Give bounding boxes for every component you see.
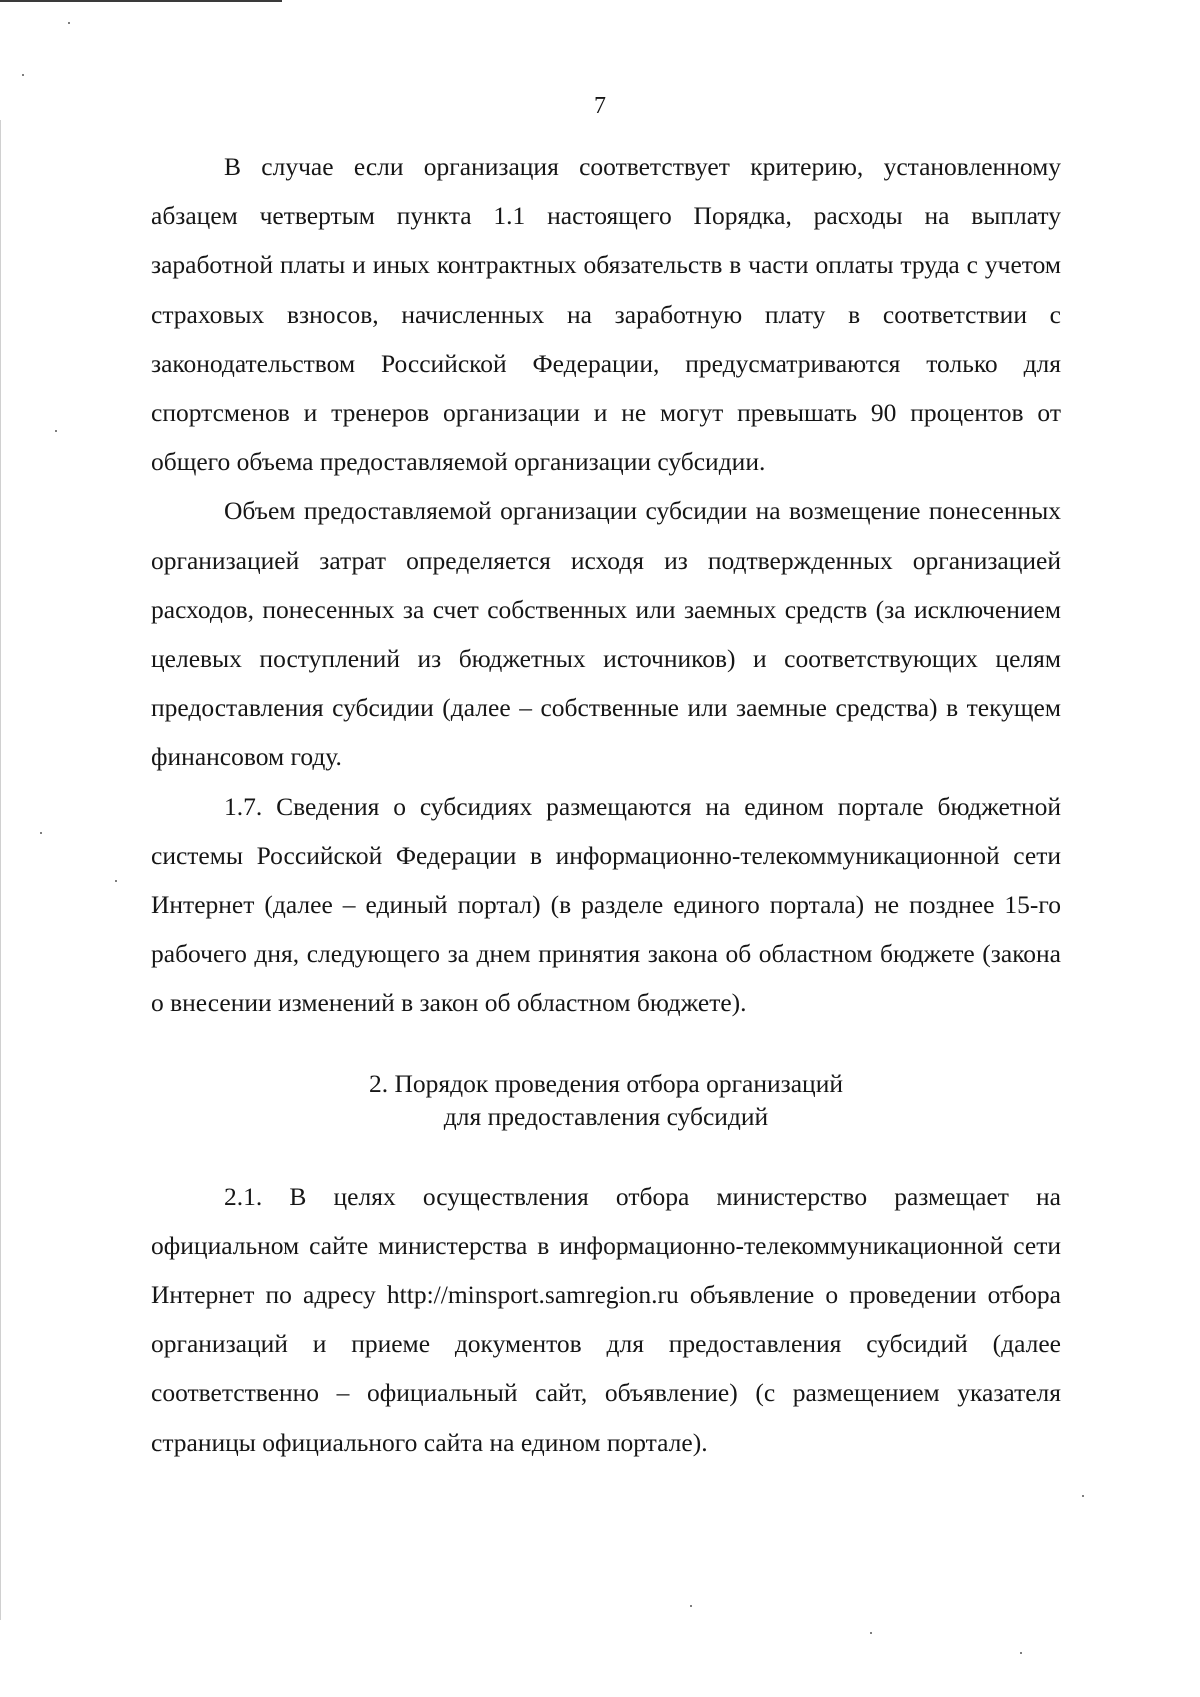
scan-speck: [1020, 1652, 1022, 1654]
scan-speck: [22, 74, 24, 76]
section-heading-line-2: для предоставления субсидий: [443, 1101, 769, 1131]
scan-top-rule: [0, 0, 282, 2]
scan-speck: [870, 1632, 872, 1634]
paragraph-salary-limit: В случае если организация соответствует критерию, установленному абзацем четвертым пункта 1.1 настоящего Порядка, расходы на выплату заработной платы и иных контрактных обязательств в части оплаты труда с учетом страховых взносов, начисленных на заработную плату в соответствии с законодательством Российской Федерации, предусматриваются только для спортсменов и тренеров организации и не могут превышать 90 процентов от общего объема предоставляемой организации субсидии.: [151, 152, 1061, 477]
section-heading-line-1: 2. Порядок проведения отбора организаций: [369, 1068, 843, 1098]
scan-speck: [68, 22, 70, 24]
body-text: [151, 142, 1061, 1467]
paragraph-1-7-portal: 1.7. Сведения о субсидиях размещаются на едином портале бюджетной системы Российской Федерации в информационно-телекоммуникационной сети Интернет (далее – единый портал) (в разделе единого портала) не позднее 15-го рабочего дня, следующего за днем принятия закона об областном бюджете (закона о внесении изменений в закон об областном бюджете).: [151, 791, 1061, 1018]
scan-speck: [690, 1605, 692, 1607]
scan-left-edge: [0, 120, 1, 1620]
scan-speck: [115, 880, 117, 882]
scan-speck: [1082, 1495, 1084, 1497]
section-heading: [151, 1067, 1061, 1133]
page-number: 7: [594, 93, 606, 119]
scan-speck: [55, 430, 57, 432]
paragraph-2-1-selection: 2.1. В целях осуществления отбора министерство размещает на официальном сайте министерства в информационно-телекоммуникационной сети Интернет по адресу http://minsport.samregion.ru объявление о проведении отбора организаций и приеме документов для предоставления субсидий (далее соответственно – официальный сайт, объявление) (с размещением указателя страницы официального сайта на едином портале).: [151, 1181, 1061, 1457]
paragraph-subsidy-volume: Объем предоставляемой организации субсидии на возмещение понесенных организацией затрат определяется исходя из подтвержденных организацией расходов, понесенных за счет собственных или заемных средств (за исключением целевых поступлений из бюджетных источников) и соответствующих целям предоставления субсидии (далее – собственные или заемные средства) в текущем финансовом году.: [151, 496, 1061, 772]
scan-speck: [40, 832, 42, 834]
